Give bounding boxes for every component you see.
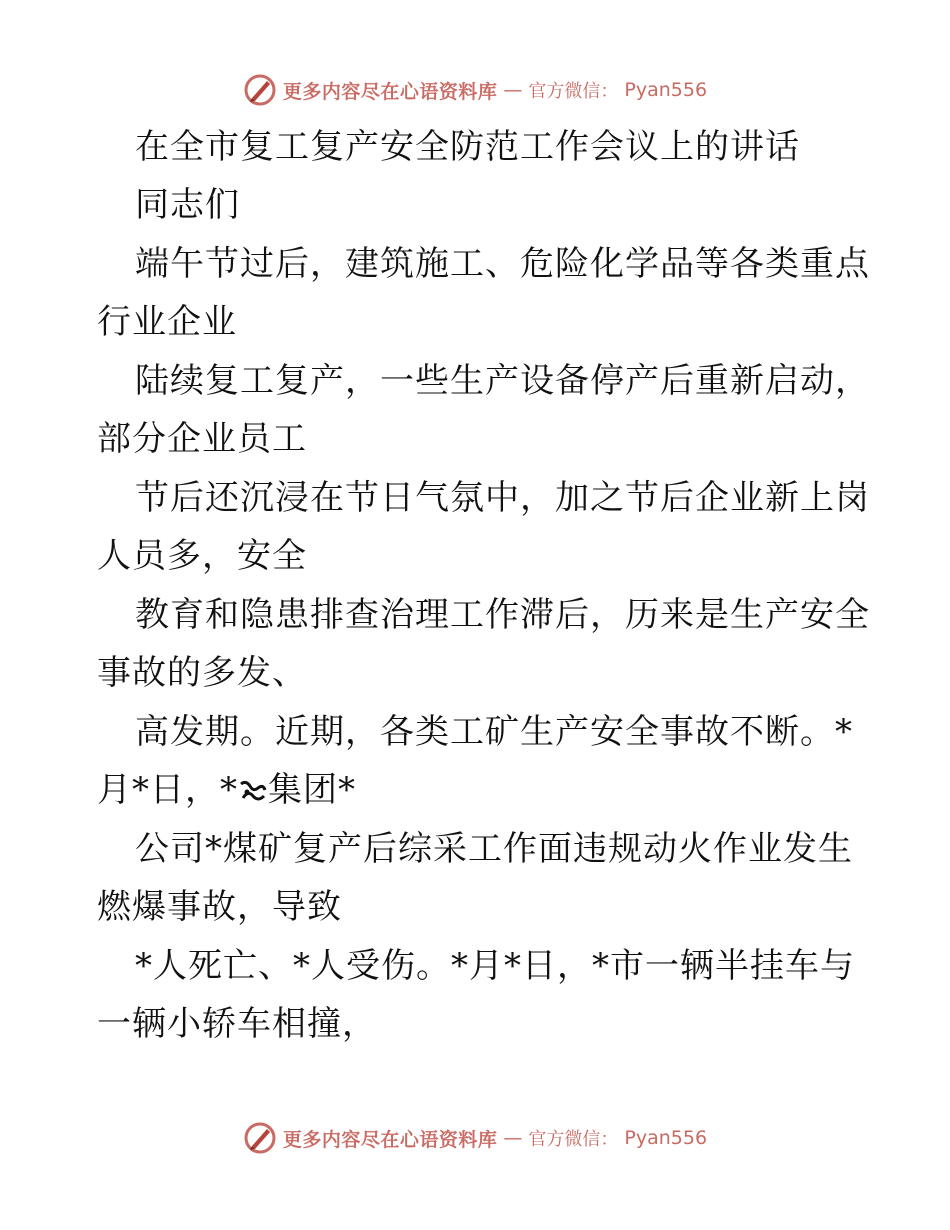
text-segment: 集团* [268, 770, 356, 810]
banner-text: 更多内容尽在心语资料库 [282, 80, 498, 103]
text-line: 行业企业 [97, 302, 237, 342]
pen-logo-icon [243, 1121, 277, 1155]
text-line [0, 770, 950, 810]
text-line: 节后还沉浸在节日气氛中，加之节后企业新上岗 [135, 478, 870, 518]
text-segment: 月*日，* [97, 770, 238, 810]
text-line: 教育和隐患排查治理工作滞后，历来是生产安全 [135, 595, 870, 635]
text-line: 一辆小轿车相撞， [97, 1004, 377, 1044]
text-line: 陆续复工复产，一些生产设备停产后重新启动， [135, 361, 870, 401]
text-line: 高发期。近期，各类工矿生产安全事故不断。* [135, 712, 853, 752]
pen-logo-icon [243, 73, 277, 107]
footer-watermark-banner [0, 1118, 950, 1158]
banner-text: 更多内容尽在心语资料库 [282, 1128, 498, 1151]
document-title: 在全市复工复产安全防范工作会议上的讲话 [135, 127, 800, 167]
garbled-symbol-icon [238, 778, 268, 804]
text-line: 燃爆事故，导致 [97, 887, 342, 927]
text-line: *人死亡、*人受伤。*月*日，*市一辆半挂车与 [135, 946, 855, 986]
text-line: 公司*煤矿复产后综采工作面违规动火作业发生 [135, 829, 853, 869]
text-line: 人员多，安全 [97, 536, 307, 576]
text-line: 部分企业员工 [97, 419, 307, 459]
banner-wechat-label: 官方微信： [528, 81, 619, 102]
banner-separator: — [503, 1127, 523, 1149]
banner-wechat-label: 官方微信： [528, 1129, 619, 1150]
banner-wechat-id: Pyan556 [624, 79, 708, 101]
banner-wechat-id: Pyan556 [624, 1127, 708, 1149]
salutation: 同志们 [135, 185, 240, 225]
header-watermark-banner [0, 70, 950, 110]
banner-separator: — [503, 79, 523, 101]
text-line: 事故的多发、 [97, 653, 307, 693]
text-line: 端午节过后，建筑施工、危险化学品等各类重点 [135, 244, 870, 284]
